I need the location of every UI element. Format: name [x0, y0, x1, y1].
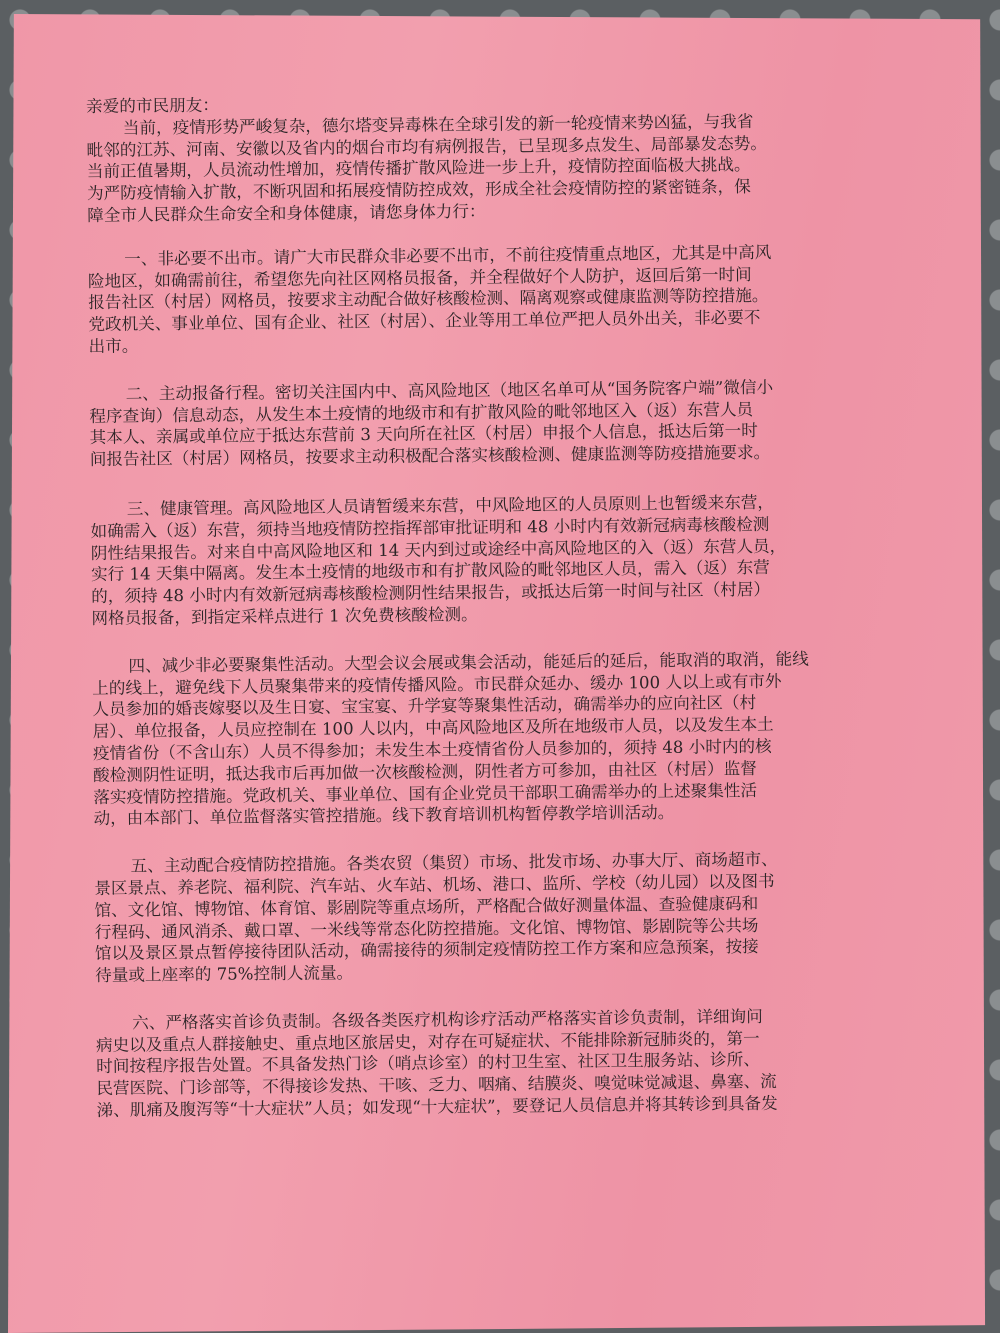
- section-line: 阴性结果报告。对来自中高风险地区和 14 天内到过或途经中高风险地区的入（返）东营人员，: [90, 536, 787, 563]
- section-4: [92, 647, 924, 830]
- section-line: 人员参加的婚丧嫁娶以及生日宴、宝宝宴、升学宴等聚集性活动，确需举办的应向社区（村: [92, 693, 757, 720]
- section-line: 二、主动报备行程。密切关注国内中、高风险地区（地区名单可从“国务院客户端”微信小: [125, 377, 774, 404]
- section-line: 行程码、通风消杀、戴口罩、一米线等常态化防控措施。文化馆、博物馆、影剧院等公共场: [94, 915, 759, 942]
- section-line: 待量或上座率的 75%控制人流量。: [95, 963, 354, 986]
- intro-line: 毗邻的江苏、河南、安徽以及省内的烟台市均有病例报告，已呈现多点发生、局部暴发态势。: [86, 133, 767, 160]
- intro-paragraph: [86, 109, 917, 227]
- section-6: [96, 1004, 927, 1122]
- section-line: 六、严格落实首诊负责制。各级各类医疗机构诊疗活动严格落实首诊负责制，详细询问: [132, 1006, 763, 1033]
- section-line: 网格员报备，到指定采样点进行 1 次免费核酸检测。: [91, 604, 478, 628]
- intro-line: 当前正值暑期，人员流动性增加，疫情传播扩散风险进一步上升，疫情防控面临极大挑战。: [86, 155, 751, 182]
- section-line: 酸检测阴性证明，抵达我市后再加做一次核酸检测，阴性者方可参加，由社区（村居）监督: [93, 758, 757, 785]
- section-line: 景区景点、养老院、福利院、汽车站、火车站、机场、港口、监所、学校（幼儿园）以及图书: [94, 871, 775, 898]
- section-line: 其本人、亲属或单位应于抵达东营前 3 天向所在社区（村居）申报个人信息，抵达后第一时: [89, 421, 758, 448]
- section-line: 疫情省份（不含山东）人员不得参加；未发生本土疫情省份人员参加的，须持 48 小时内的核: [92, 736, 772, 763]
- notice-text: [86, 87, 927, 1122]
- section-line: 动，由本部门、单位监督落实管控措施。线下教育培训机构暂停教学培训活动。: [93, 803, 675, 829]
- section-5: [94, 847, 925, 986]
- salutation: 亲爱的市民朋友：: [86, 95, 219, 116]
- intro-line: 当前，疫情形势严峻复杂，德尔塔变异毒株在全球引发的新一轮疫情来势凶猛，与我省: [122, 111, 754, 138]
- section-line: 的，须持 48 小时内有效新冠病毒核酸检测阴性结果报告，或抵达后第一时间与社区（村居）: [91, 580, 771, 607]
- section-line: 间报告社区（村居）网格员，按要求主动积极配合落实核酸检测、健康监测等防疫措施要求。: [89, 443, 771, 470]
- section-line: 病史以及重点人群接触史、重点地区旅居史，对存在可疑症状、不能排除新冠肺炎的，第一: [95, 1028, 760, 1055]
- section-line: 落实疫情防控措施。党政机关、事业单位、国有企业党员干部职工确需举办的上述聚集性活: [93, 780, 758, 807]
- section-line: 上的线上，避免线下人员聚集带来的疫情传播风险。市民群众延办、缓办 100 人以上或有市外: [92, 671, 782, 698]
- section-line: 党政机关、事业单位、国有企业、社区（村居）、企业等用工单位严把人员外出关，非必要不: [88, 308, 761, 335]
- section-line: 四、减少非必要聚集性活动。大型会议会展或集会活动，能延后的延后，能取消的取消，能线: [128, 649, 809, 676]
- section-line: 时间按程序报告处置。不具备发热门诊（哨点诊室）的村卫生室、社区卫生服务站、诊所、: [96, 1050, 760, 1077]
- section-line: 馆以及景区景点暂停接待团队活动，确需接待的须制定疫情防控工作方案和应急预案，按接: [94, 937, 759, 964]
- section-line: 五、主动配合疫情防控措施。各类农贸（集贸）市场、批发市场、办事大厅、商场超市、: [130, 849, 778, 876]
- intro-line: 障全市人民群众生命安全和身体健康，请您身体力行：: [87, 201, 486, 225]
- section-line: 出市。: [88, 336, 139, 356]
- section-line: 一、非必要不出市。请广大市民群众非必要不出市，不前往疫情重点地区，尤其是中高风: [124, 242, 772, 269]
- section-line: 三、健康管理。高风险地区人员请暂缓来东营，中风险地区的人员原则上也暂缓来东营，: [126, 492, 775, 519]
- section-line: 报告社区（村居）网格员，按要求主动配合做好核酸检测、隔离观察或健康监测等防控措施。: [88, 286, 769, 313]
- section-line: 险地区，如确需前往，希望您先向社区网格员报备，并全程做好个人防护，返回后第一时间: [87, 264, 752, 291]
- section-line: 实行 14 天集中隔离。发生本土疫情的地级市和有扩散风险的毗邻地区人员，需入（返）东营: [90, 558, 770, 585]
- section-line: 居）、单位报备，人员应控制在 100 人以内，中高风险地区及所在地级市人员，以及发生本土: [92, 714, 774, 742]
- section-1: [88, 240, 919, 358]
- section-line: 馆、文化馆、博物馆、体育馆、影剧院等重点场所，严格配合做好测量体温、查验健康码和: [94, 893, 759, 920]
- section-2: [89, 375, 920, 471]
- section-line: 如确需入（返）东营，须持当地疫情防控指挥部审批证明和 48 小时内有效新冠病毒核酸检测: [90, 514, 770, 541]
- section-line: 民营医院、门诊部等，不得接诊发热、干咳、乏力、咽痛、结膜炎、嗅觉味觉减退、鼻塞、流: [96, 1072, 777, 1099]
- section-line: 涕、肌痛及腹泻等“十大症状”人员；如发现“十大症状”，要登记人员信息并将其转诊到具备发: [96, 1093, 778, 1121]
- intro-line: 为严防疫情输入扩散，不断巩固和拓展疫情防控成效，形成全社会疫情防控的紧密链条，保: [86, 177, 751, 204]
- section-line: 程序查询）信息动态，从发生本土疫情的地级市和有扩散风险的毗邻地区入（返）东营人员: [89, 399, 754, 426]
- section-3: [90, 490, 921, 629]
